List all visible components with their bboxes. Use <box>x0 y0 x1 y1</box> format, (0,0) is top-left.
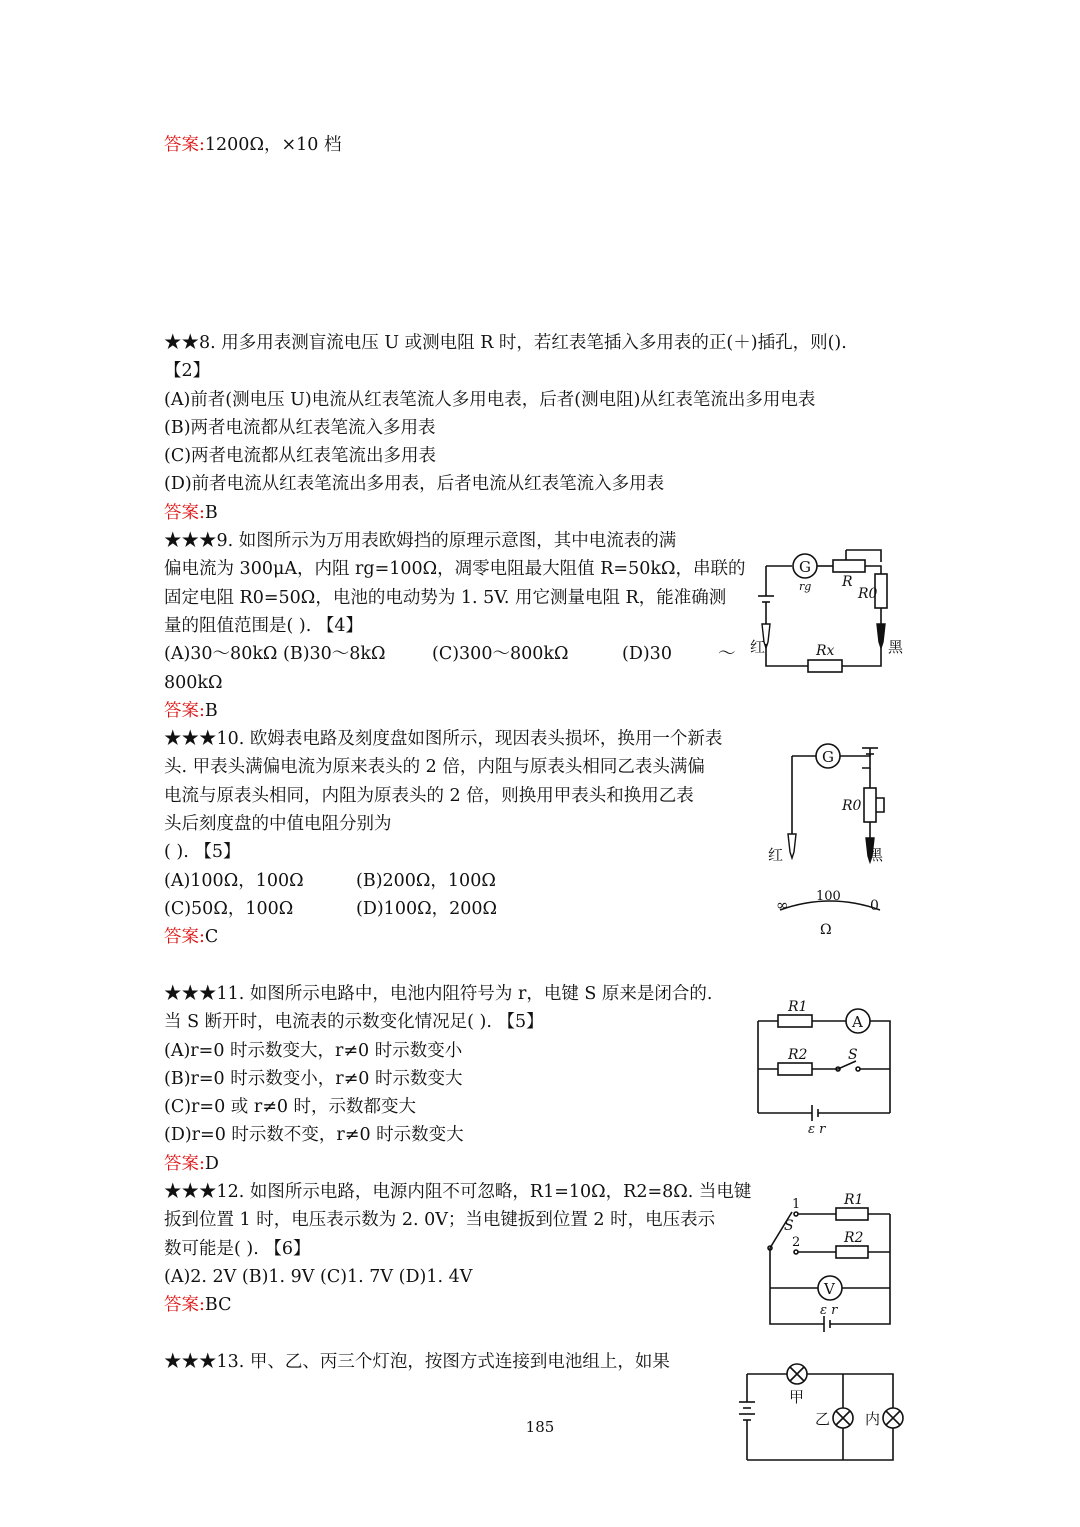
q8-difficulty: 【2】 <box>164 361 211 381</box>
q10-stem-1: ★★★10. 欧姆表电路及刻度盘如图所示，现因表头损坏，换用一个新表 <box>164 729 723 749</box>
answer-text: C <box>204 927 219 947</box>
q11-stem-1: ★★★11. 如图所示电路中，电池内阻符号为 r，电键 S 原来是闭合的. <box>164 984 713 1004</box>
q12-options: (A)2. 2V (B)1. 9V (C)1. 7V (D)1. 4V <box>164 1267 473 1287</box>
q8-stem: ★★8. 用多用表测盲流电压 U 或测电阻 R 时，若红表笔插入多用表的正(＋)插孔，则(). <box>164 333 847 353</box>
answer-line <box>164 131 341 159</box>
q13-circuit-figure <box>735 1360 910 1470</box>
q9-option-d-cont: 800kΩ <box>164 673 223 693</box>
q9-circuit-figure <box>748 538 908 676</box>
q12-answer <box>164 1291 231 1319</box>
emf-label: ε r <box>820 1303 838 1318</box>
rx-label: Rx <box>816 643 835 659</box>
red-label: 红 <box>750 638 766 656</box>
q11-option-b: (B)r=0 时示数变小，r≠0 时示数变大 <box>164 1069 463 1089</box>
q10-option-d: (D)100Ω，200Ω <box>356 899 498 919</box>
red-label: 红 <box>768 846 784 864</box>
q10-stem-3: 电流与原表头相同，内阻为原表头的 2 倍，则换用甲表头和换用乙表 <box>164 786 694 806</box>
q12-circuit-figure <box>762 1190 897 1338</box>
rg-label: rg <box>799 580 812 593</box>
q11-circuit-figure <box>752 995 897 1135</box>
q9-stem-4: 量的阻值范围是( ). 【4】 <box>164 616 363 636</box>
black-label: 黑 <box>888 638 904 656</box>
q10-option-b: (B)200Ω，100Ω <box>356 871 496 891</box>
answer-label: 答案: <box>164 1295 205 1315</box>
q8-option-a: (A)前者(测电压 U)电流从红表笔流人多用电表，后者(测电阻)从红表笔流出多用电表 <box>164 390 816 410</box>
r2-label: R2 <box>788 1047 808 1063</box>
voltmeter-label: V <box>824 1280 835 1298</box>
q9-options-row <box>164 640 386 668</box>
answer-text: B <box>204 701 218 721</box>
answer-label: 答案: <box>164 701 205 721</box>
q10-stem-4: 头后刻度盘的中值电阻分别为 <box>164 814 392 834</box>
q12-stem-2: 扳到位置 1 时，电压表示数为 2. 0V；当电键扳到位置 2 时，电压表示 <box>164 1210 716 1230</box>
switch-label: S <box>848 1047 858 1063</box>
q11-option-d: (D)r=0 时示数不变，r≠0 时示数变大 <box>164 1125 464 1145</box>
q8-option-b: (B)两者电流都从红表笔流入多用表 <box>164 418 436 438</box>
q12-stem-3: 数可能是( ). 【6】 <box>164 1239 311 1259</box>
q9-stem-1: ★★★9. 如图所示为万用表欧姆挡的原理示意图，其中电流表的满 <box>164 531 677 551</box>
q11-option-a: (A)r=0 时示数变大，r≠0 时示数变小 <box>164 1041 463 1061</box>
page-number: 185 <box>525 1418 555 1436</box>
q9-option-ab: (A)30～80kΩ (B)30～8kΩ <box>164 644 386 664</box>
q9-stem-2: 偏电流为 300μA，内阻 rg=100Ω，凋零电阻最大阻值 R=50kΩ，串联的 <box>164 559 746 579</box>
q8-option-d: (D)前者电流从红表笔流出多用表，后者电流从红表笔流入多用表 <box>164 474 665 494</box>
answer-text: 1200Ω，×10 档 <box>204 135 342 155</box>
switch-label: S <box>784 1218 794 1234</box>
q9-option-c: (C)300～800kΩ <box>432 644 569 664</box>
red-probe-icon <box>788 834 796 858</box>
black-probe-icon <box>877 624 885 648</box>
answer-label: 答案: <box>164 1154 205 1174</box>
scale-unit: Ω <box>820 922 832 938</box>
galvanometer-label: G <box>822 748 834 766</box>
r-label: R <box>842 574 853 590</box>
scale-mid-value: 100 <box>816 889 841 904</box>
q13-stem-1: ★★★13. 甲、乙、丙三个灯泡，按图方式连接到电池组上，如果 <box>164 1352 670 1372</box>
q11-stem-2: 当 S 断开时，电流表的示数变化情况足( ). 【5】 <box>164 1012 544 1032</box>
galvanometer-label: G <box>799 558 811 576</box>
answer-text: D <box>204 1154 219 1174</box>
scale-infinity: ∞ <box>776 896 789 914</box>
black-label: 黑 <box>868 846 884 864</box>
answer-label: 答案: <box>164 135 205 155</box>
q10-circuit-figure <box>760 738 900 938</box>
q10-answer <box>164 923 218 951</box>
r0-label: R0 <box>858 586 878 602</box>
position-2-label: 2 <box>792 1235 801 1250</box>
q10-option-c: (C)50Ω，100Ω <box>164 899 294 919</box>
r0-label: R0 <box>842 798 862 814</box>
q9-option-d-tilde: ～ <box>718 644 736 664</box>
q11-answer <box>164 1150 219 1178</box>
ammeter-label: A <box>852 1013 863 1031</box>
q9-stem-3: 固定电阻 R0=50Ω，电池的电动势为 1. 5V. 用它测量电阻 R，能准确测 <box>164 588 727 608</box>
lamp-jia-label: 甲 <box>789 1388 805 1406</box>
answer-label: 答案: <box>164 503 205 523</box>
r1-label: R1 <box>844 1192 864 1208</box>
q9-option-d: (D)30 <box>622 644 672 664</box>
lamp-yi-label: 乙 <box>815 1410 831 1428</box>
q10-stem-2: 头. 甲表头满偏电流为原来表头的 2 倍，内阻与原表头相同乙表头满偏 <box>164 757 705 777</box>
position-1-label: 1 <box>792 1197 801 1212</box>
q8-answer <box>164 499 218 527</box>
q9-answer <box>164 697 218 725</box>
answer-label: 答案: <box>164 927 205 947</box>
r2-label: R2 <box>844 1230 864 1246</box>
q10-stem-5: ( ). 【5】 <box>164 842 241 862</box>
q11-option-c: (C)r=0 或 r≠0 时，示数都变大 <box>164 1097 417 1117</box>
answer-text: B <box>204 503 218 523</box>
r1-label: R1 <box>788 999 808 1015</box>
q12-stem-1: ★★★12. 如图所示电路，电源内阻不可忽略，R1=10Ω，R2=8Ω. 当电键 <box>164 1182 752 1202</box>
q8-option-c: (C)两者电流都从红表笔流出多用表 <box>164 446 437 466</box>
q10-option-a: (A)100Ω，100Ω <box>164 871 304 891</box>
answer-text: BC <box>204 1295 232 1315</box>
scale-zero: 0 <box>870 898 879 914</box>
emf-label: ε r <box>808 1122 826 1135</box>
lamp-bing-label: 内 <box>865 1410 881 1428</box>
